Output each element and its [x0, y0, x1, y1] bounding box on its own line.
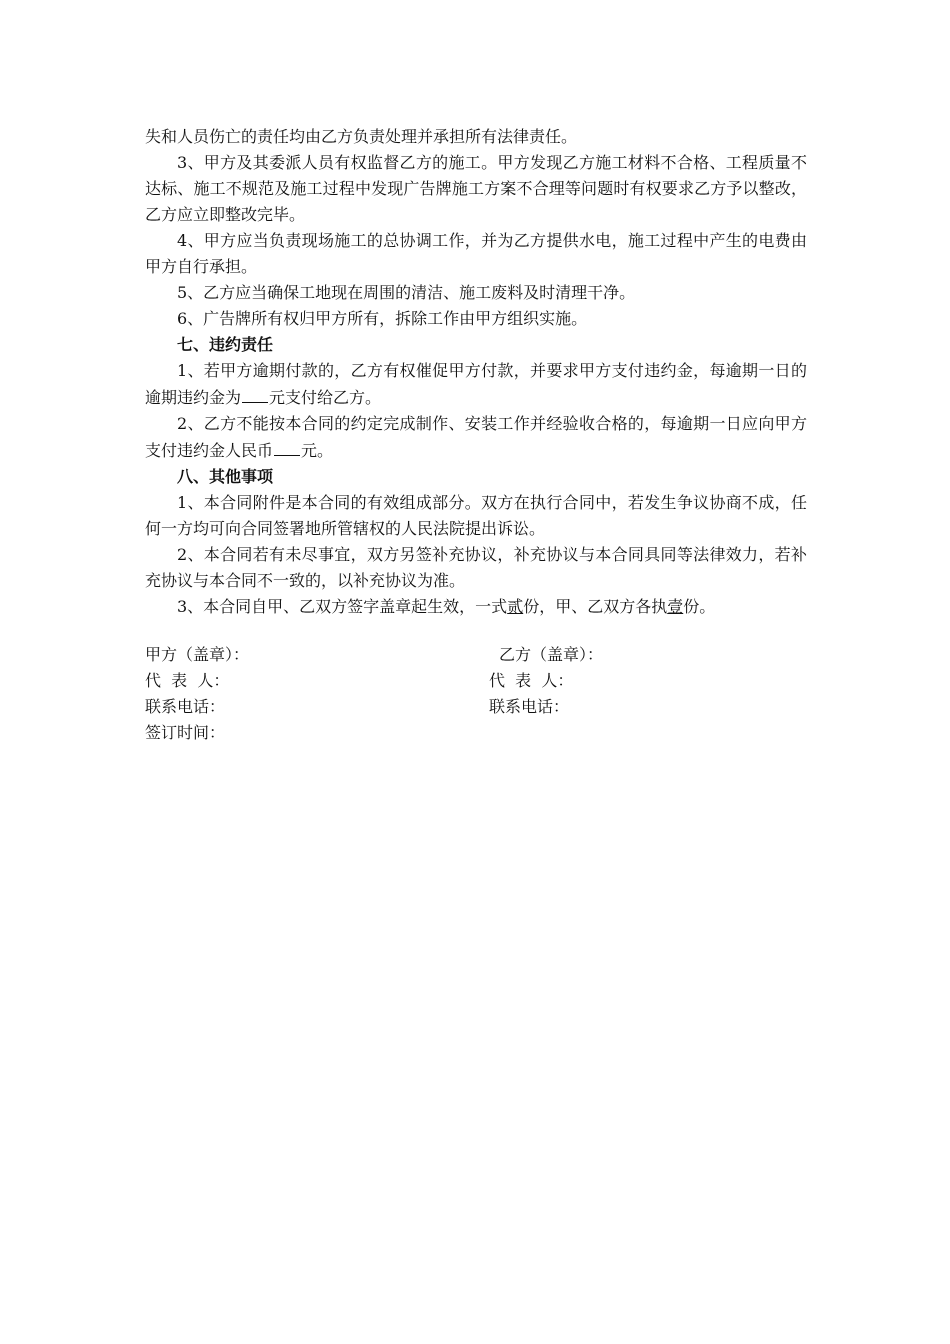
- clause-paragraph: 5、乙方应当确保工地现在周围的清洁、施工废料及时清理干净。: [177, 283, 636, 302]
- clause-paragraph: 2、本合同若有未尽事宜，双方另签补充协议，补充协议与本合同具同等法律效力，若补充协议与本合同不一致的，以补充协议为准。: [145, 545, 807, 590]
- clause-text: 1、若甲方逾期付款的，乙方有权催促甲方付款，并要求甲方支付违约金，每逾期一日的逾期违约金为: [145, 361, 807, 407]
- party-b-phone-label: 联系电话：: [489, 697, 570, 716]
- copies-each: 壹: [667, 597, 684, 616]
- clause-paragraph: 3、甲方及其委派人员有权监督乙方的施工。甲方发现乙方施工材料不合格、工程质量不达标、施工不规范及施工过程中发现广告牌施工方案不合理等问题时有权要求乙方予以整改，乙方应立即整改完毕。: [145, 153, 807, 224]
- copies-count: 贰: [507, 597, 524, 616]
- clause-text: 元支付给乙方。: [269, 388, 382, 407]
- document-page: [145, 124, 807, 752]
- fill-in-blank: [274, 437, 300, 456]
- spacer: [145, 620, 807, 642]
- party-a-phone-label: 联系电话：: [145, 697, 226, 716]
- party-a-seal-label: 甲方（盖章）：: [145, 645, 250, 664]
- clause-paragraph: 4、甲方应当负责现场施工的总协调工作，并为乙方提供水电，施工过程中产生的电费由甲方自行承担。: [145, 231, 807, 276]
- party-a-representative-label: 代 表 人：: [145, 671, 230, 690]
- clause-text: 份。: [683, 597, 716, 616]
- clause-paragraph: 6、广告牌所有权归甲方所有，拆除工作由甲方组织实施。: [177, 309, 588, 328]
- clause-paragraph: [145, 594, 807, 620]
- party-b-representative-label: 代 表 人：: [489, 671, 574, 690]
- party-b-seal-label: 乙方（盖章）：: [499, 645, 604, 664]
- fill-in-blank: [242, 384, 268, 403]
- clause-paragraph: [145, 411, 807, 464]
- section-heading-breach: 七、违约责任: [177, 335, 274, 354]
- clause-paragraph: 1、本合同附件是本合同的有效组成部分。双方在执行合同中，若发生争议协商不成，任何一方均可向合同签署地所管辖权的人民法院提出诉讼。: [145, 493, 807, 538]
- section-heading-other: 八、其他事项: [177, 467, 274, 486]
- clause-paragraph: [145, 358, 807, 411]
- clause-paragraph: 失和人员伤亡的责任均由乙方负责处理并承担所有法律责任。: [145, 127, 578, 146]
- clause-text: 2、乙方不能按本合同的约定完成制作、安装工作并经验收合格的，每逾期一日应向甲方支付违约金人民币: [145, 414, 807, 460]
- signature-block: [145, 642, 807, 752]
- clause-text: 元。: [301, 441, 334, 460]
- signing-date-label: 签订时间：: [145, 723, 226, 742]
- clause-text: 份，甲、乙双方各执: [523, 597, 668, 616]
- clause-text: 3、本合同自甲、乙双方签字盖章起生效，一式: [177, 597, 508, 616]
